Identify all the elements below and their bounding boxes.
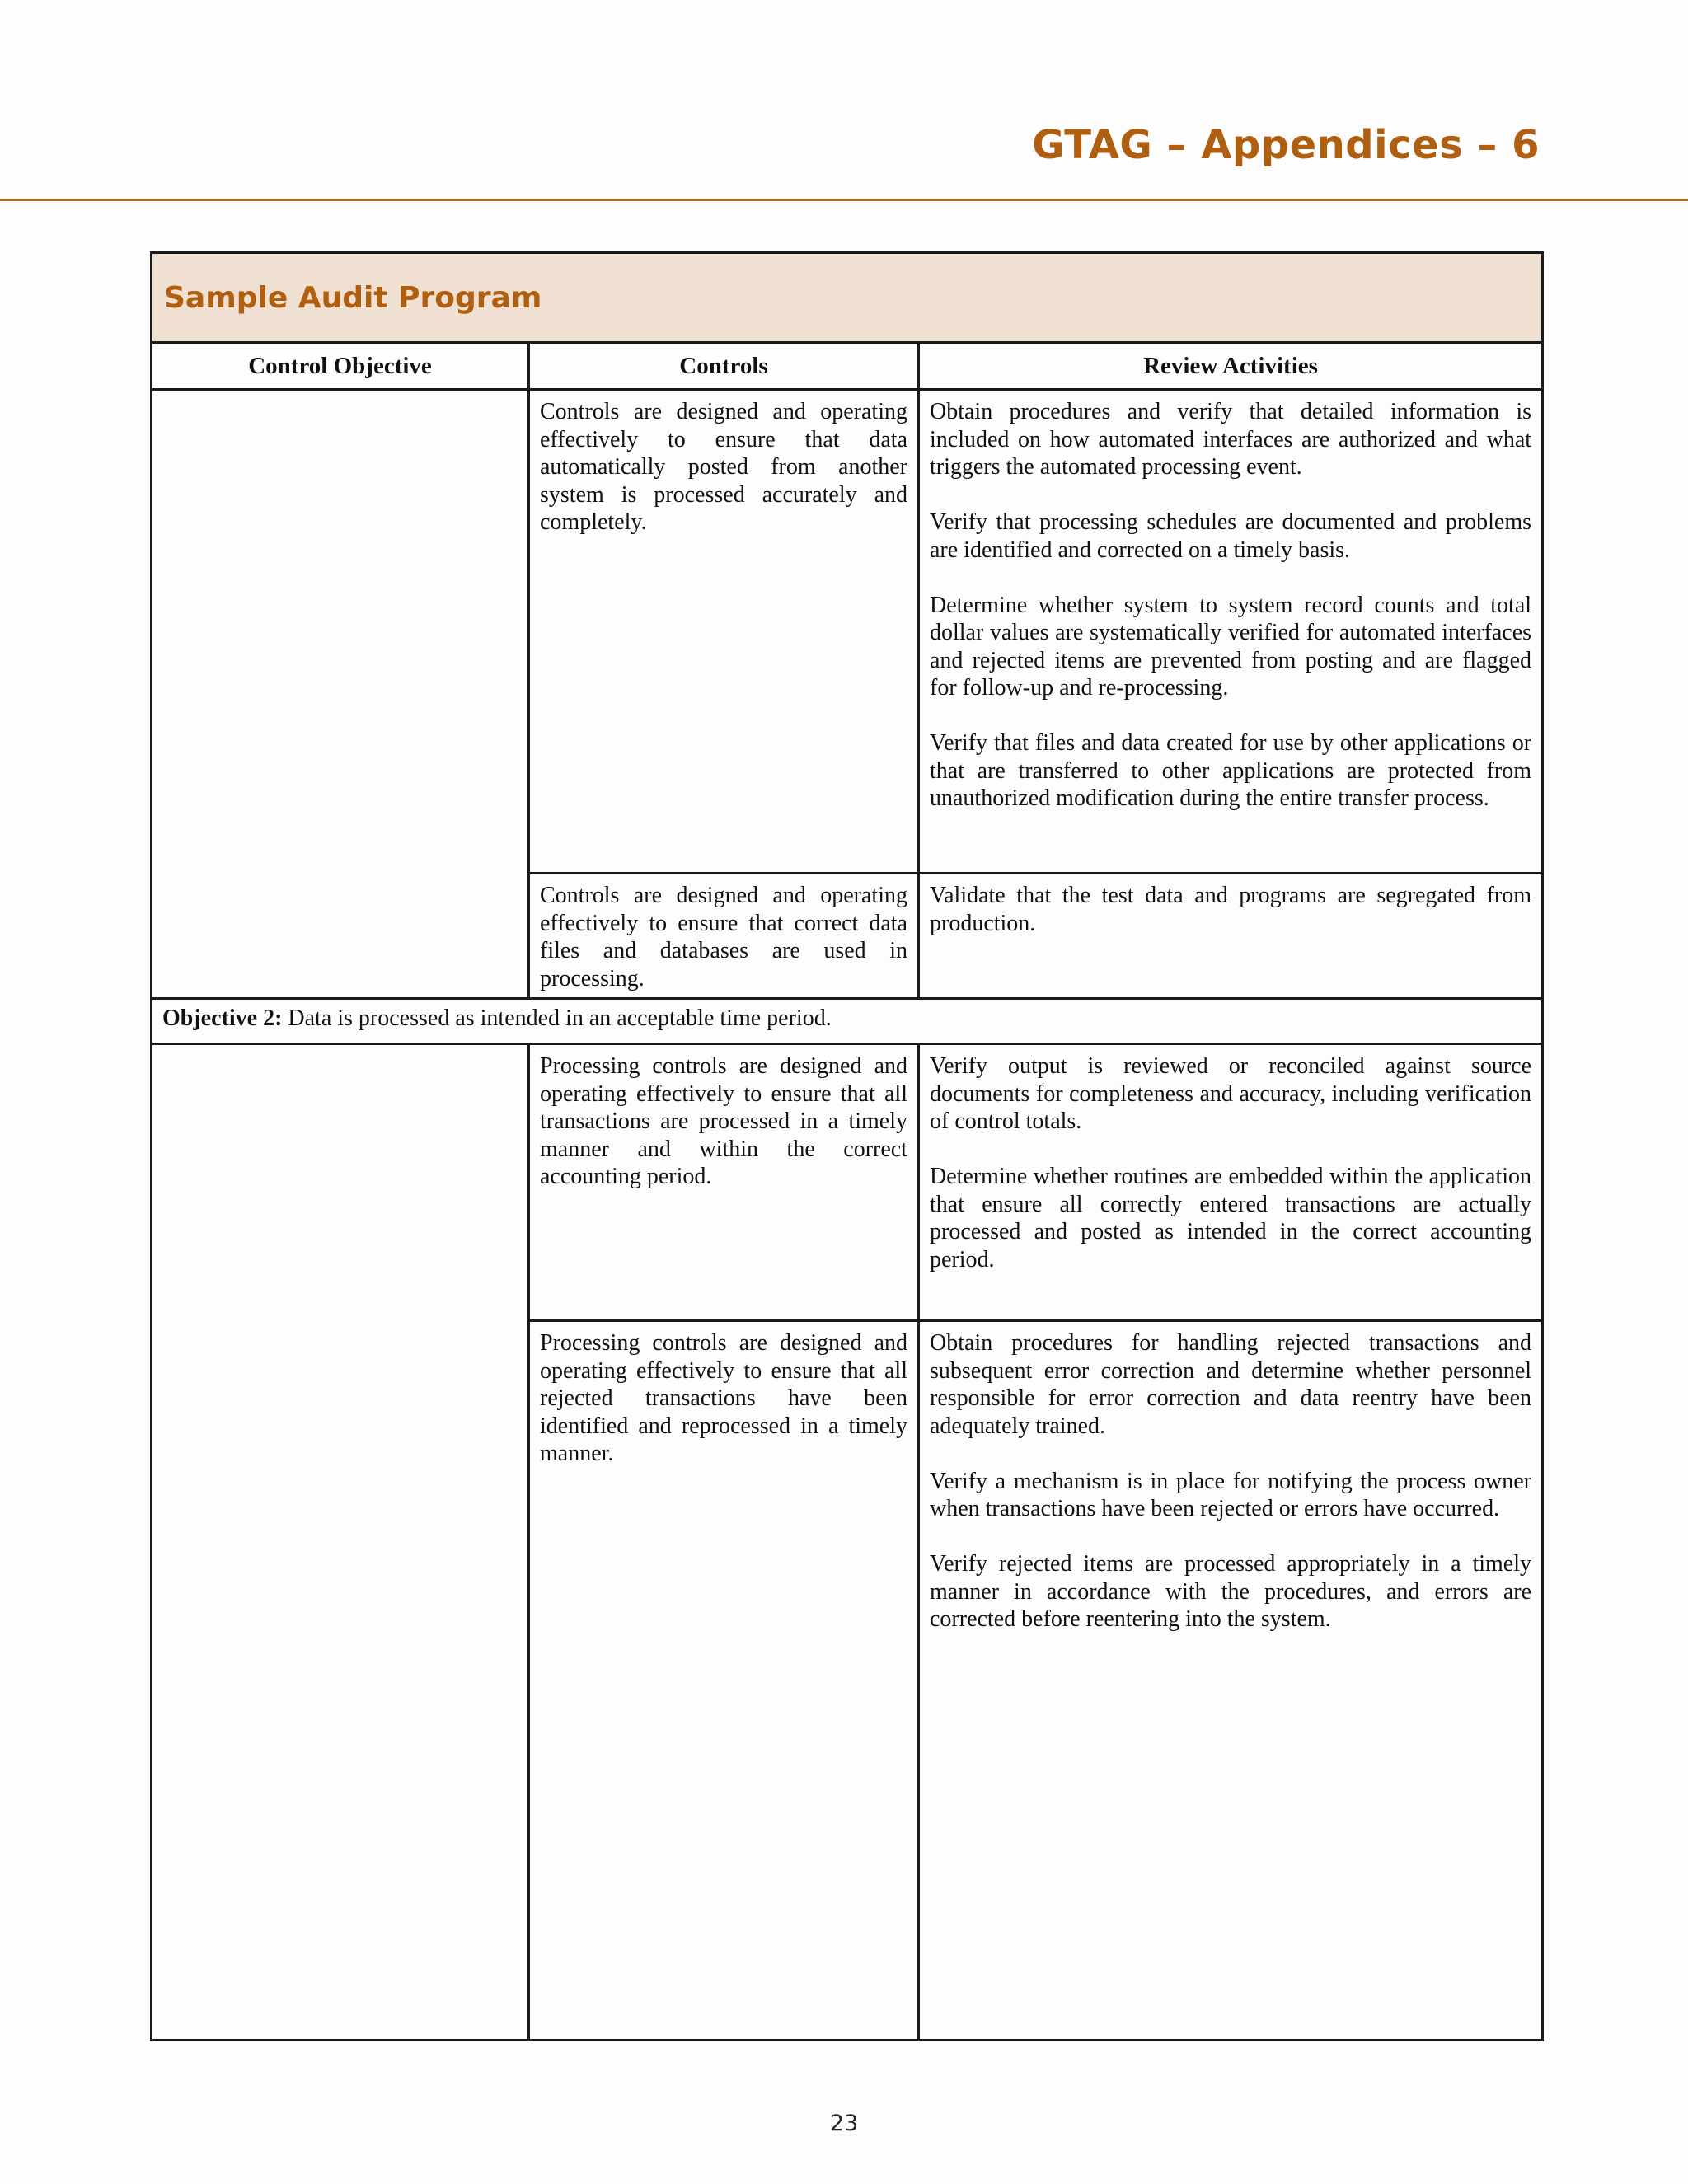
control-objective-cell (152, 390, 529, 999)
review-activity: Validate that the test data and programs are segregated from production. (930, 883, 1532, 936)
page-header (0, 0, 1688, 201)
review-activity: Determine whether routines are embedded within the application that ensure all correctly entered transactions are actually processed and posted as intended in the correct accounting period. (930, 1164, 1532, 1272)
review-activities-cell (919, 390, 1543, 874)
page-number: 23 (829, 2111, 859, 2136)
control-objective-cell (152, 1044, 529, 2041)
controls-text: Processing controls are designed and operating effectively to ensure that all transactions are processed in a timely manner and within the correct accounting period. (540, 1053, 907, 1189)
controls-cell (529, 390, 919, 874)
controls-cell (529, 1044, 919, 1321)
review-activity: Verify that processing schedules are documented and problems are identified and corrected on a timely basis. (930, 509, 1532, 563)
controls-text: Controls are designed and operating effectively to ensure that correct data files and databases are used in processing. (540, 883, 907, 991)
review-activity: Verify that files and data created for use by other applications or that are transferred to other applications are protected from unauthorized modification during the entire transfer process. (930, 730, 1532, 811)
audit-program-table (150, 251, 1544, 2041)
table-title: Sample Audit Program (152, 253, 1543, 343)
review-activity: Obtain procedures and verify that detailed information is included on how automated interfaces are authorized and what triggers the automated processing event. (930, 399, 1532, 480)
objective-row (152, 999, 1543, 1044)
review-activity: Obtain procedures for handling rejected transactions and subsequent error correction and determine whether personnel responsible for error correction and data reentry have been adequately trained. (930, 1330, 1532, 1439)
table-title-row (152, 253, 1543, 343)
review-activities-cell (919, 874, 1543, 999)
column-header-control-objective: Control Objective (152, 343, 529, 390)
objective-label: Objective 2: (162, 1005, 283, 1031)
controls-text: Processing controls are designed and operating effectively to ensure that all rejected transactions have been identified and reprocessed in a timely manner. (540, 1330, 907, 1466)
table-row (152, 1044, 1543, 1321)
column-header-row (152, 343, 1543, 390)
table-row (152, 390, 1543, 874)
objective-text: Data is processed as intended in an acceptable time period. (282, 1005, 832, 1031)
header-title: GTAG – Appendices – 6 (1032, 122, 1540, 168)
review-activities-cell (919, 1044, 1543, 1321)
review-activity: Determine whether system to system record counts and total dollar values are systematically verified for automated interfaces and rejected items are prevented from posting and are flagged for follow-up and re-processing. (930, 592, 1532, 701)
review-activities-cell (919, 1321, 1543, 2041)
review-activity: Verify a mechanism is in place for notifying the process owner when transactions have been rejected or errors have occurred. (930, 1468, 1532, 1521)
review-activity: Verify output is reviewed or reconciled against source documents for completeness and accuracy, including verification of control totals. (930, 1053, 1532, 1134)
column-header-review-activities: Review Activities (919, 343, 1543, 390)
controls-text: Controls are designed and operating effectively to ensure that data automatically posted from another system is processed accurately and completely. (540, 399, 907, 535)
column-header-controls: Controls (529, 343, 919, 390)
controls-cell (529, 1321, 919, 2041)
review-activity: Verify rejected items are processed appropriately in a timely manner in accordance with the procedures, and errors are corrected before reentering into the system. (930, 1551, 1532, 1632)
objective-2-cell (152, 999, 1543, 1044)
controls-cell (529, 874, 919, 999)
